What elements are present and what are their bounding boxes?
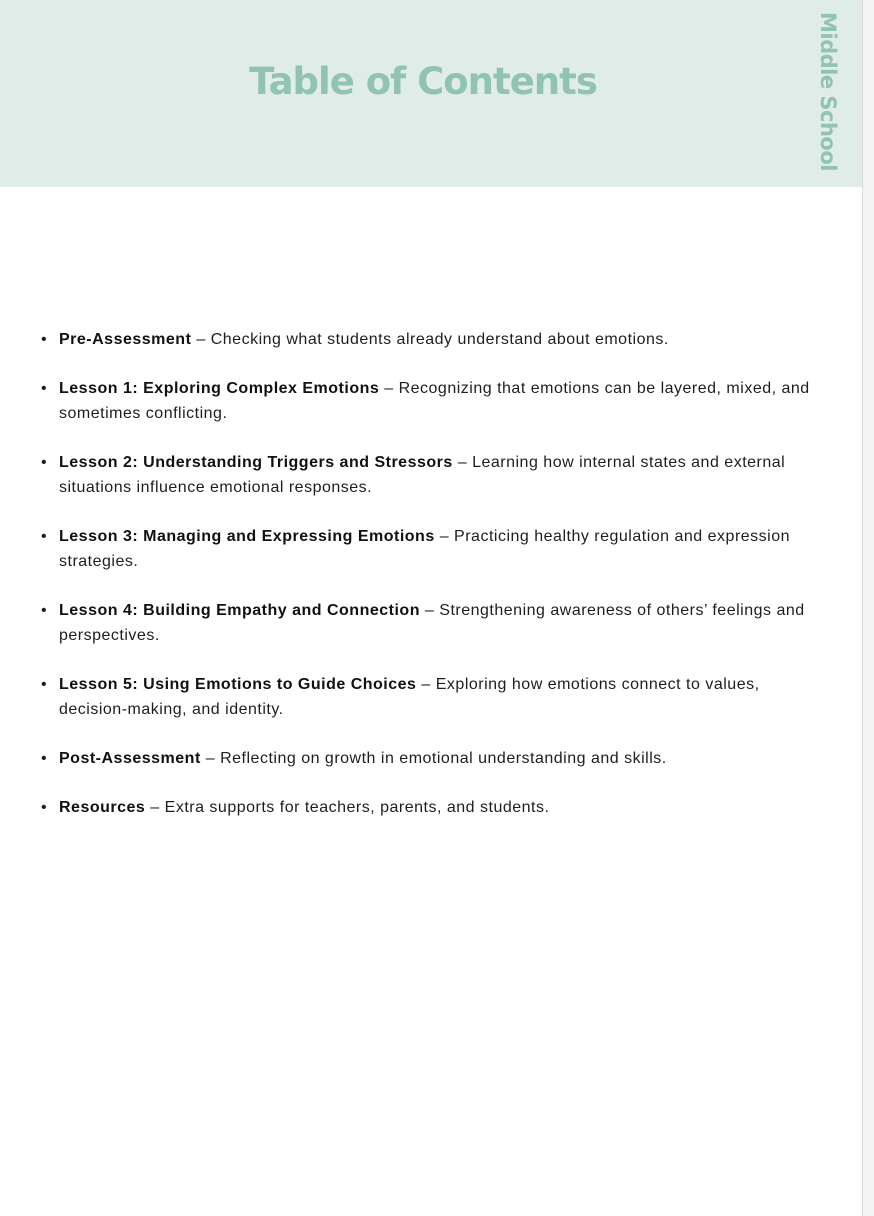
header-band xyxy=(0,0,862,187)
toc-item-resources xyxy=(0,795,862,820)
toc-separator: – xyxy=(421,676,431,693)
toc-item-description: Recognizing that emotions can be layered, mixed, and sometimes conflicting. xyxy=(59,380,810,422)
toc-item-title: Lesson 2: Understanding Triggers and Stressors xyxy=(59,454,453,471)
bullet-icon: • xyxy=(41,750,48,767)
toc-separator: – xyxy=(424,602,435,619)
toc-separator: – xyxy=(205,750,216,767)
toc-item-description: Strengthening awareness of others’ feelings and perspectives. xyxy=(59,602,805,644)
side-label-middle-school: Middle School xyxy=(816,12,840,171)
bullet-icon: • xyxy=(41,331,48,348)
toc-item-description: Exploring how emotions connect to values, decision-making, and identity. xyxy=(59,676,760,718)
bullet-icon: • xyxy=(41,676,48,693)
toc-separator: – xyxy=(384,380,394,397)
toc-item-title: Lesson 4: Building Empathy and Connection xyxy=(59,602,420,619)
toc-item-title: Pre-Assessment xyxy=(59,331,192,348)
toc-item-lesson-5 xyxy=(0,672,862,722)
toc-item-description: Reflecting on growth in emotional understanding and skills. xyxy=(220,750,667,767)
page-edge xyxy=(862,0,874,1216)
toc-item-description: Checking what students already understand about emotions. xyxy=(210,331,669,348)
bullet-icon: • xyxy=(41,454,48,471)
bullet-icon: • xyxy=(41,380,48,397)
bullet-icon: • xyxy=(41,602,48,619)
toc-item-lesson-4 xyxy=(0,598,862,648)
toc-item-description: Practicing healthy regulation and expression strategies. xyxy=(59,528,791,570)
toc-item-lesson-1 xyxy=(0,376,862,426)
toc-item-lesson-3 xyxy=(0,524,862,574)
toc-separator: – xyxy=(457,454,468,471)
toc-item-lesson-2 xyxy=(0,450,862,500)
toc-item-post-assessment xyxy=(0,746,862,771)
bullet-icon: • xyxy=(41,528,48,545)
toc-item-title: Resources xyxy=(59,799,146,816)
toc-item-title: Lesson 5: Using Emotions to Guide Choices xyxy=(59,676,417,693)
page-title: Table of Contents xyxy=(249,60,597,103)
toc-separator: – xyxy=(196,331,206,348)
bullet-icon: • xyxy=(41,799,48,816)
toc-separator: – xyxy=(439,528,450,545)
toc-item-description: Extra supports for teachers, parents, and students. xyxy=(164,799,550,816)
toc-separator: – xyxy=(150,799,160,816)
toc-item-description: Learning how internal states and external situations influence emotional responses. xyxy=(59,454,786,496)
toc-item-pre-assessment xyxy=(0,327,862,352)
toc-item-title: Lesson 3: Managing and Expressing Emotions xyxy=(59,528,435,545)
toc-item-title: Post-Assessment xyxy=(59,750,201,767)
table-of-contents-list xyxy=(0,327,862,844)
toc-item-title: Lesson 1: Exploring Complex Emotions xyxy=(59,380,380,397)
